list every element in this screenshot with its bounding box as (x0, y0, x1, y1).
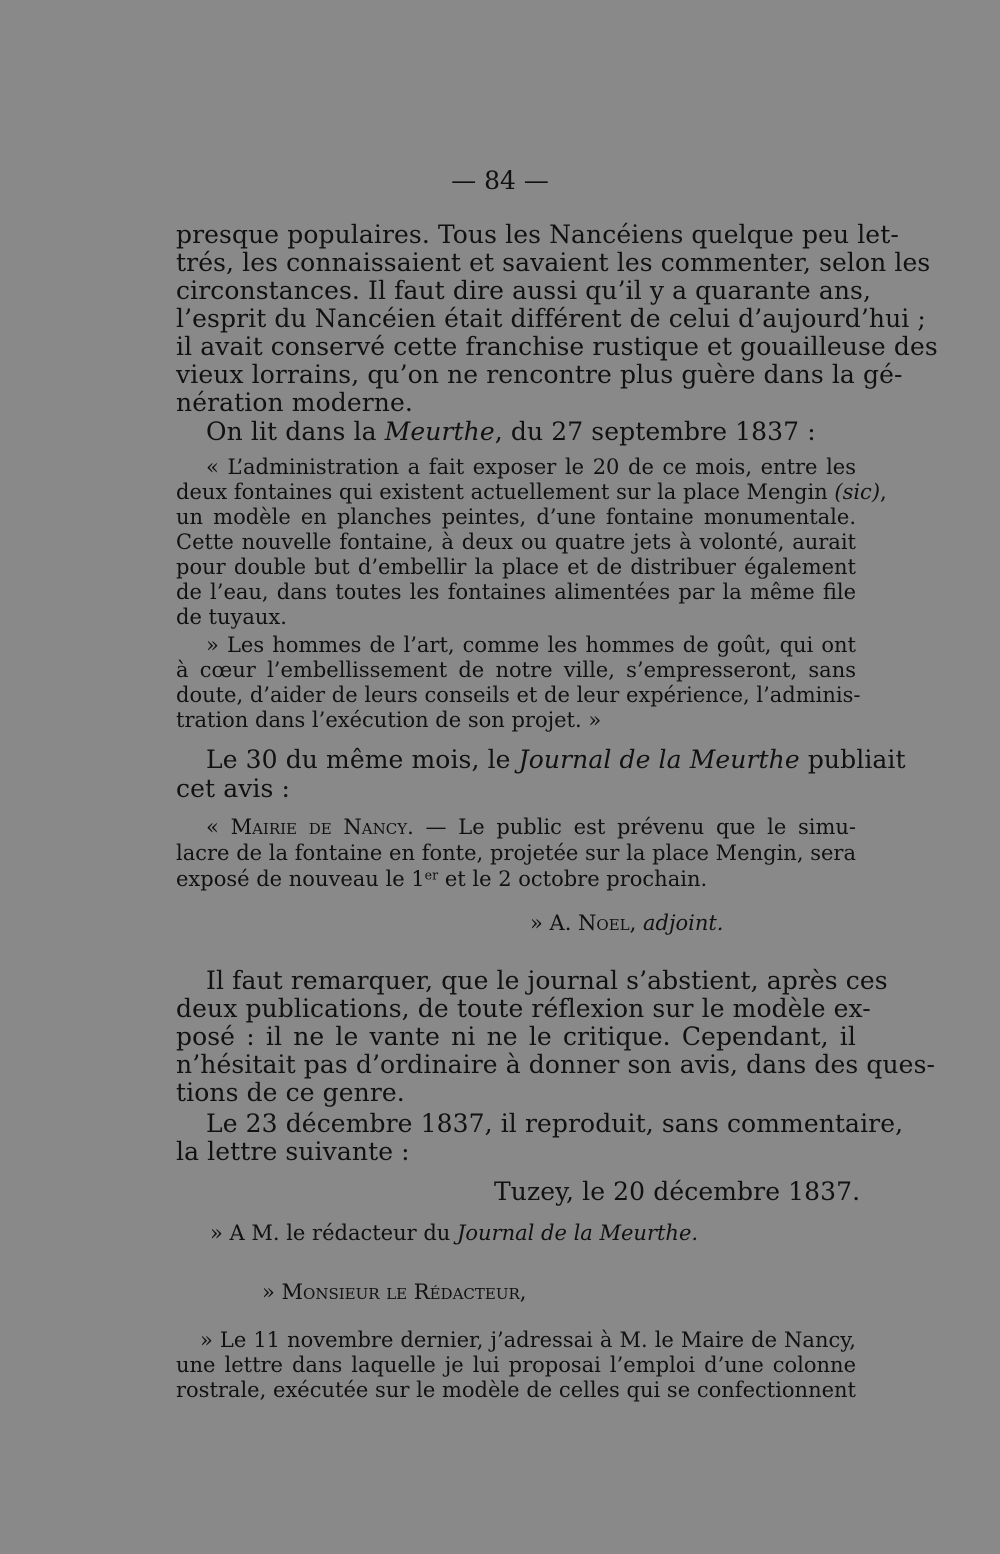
para4-line-2: deux publications, de toute réflexion sur le modèle ex- (176, 994, 871, 1023)
letter-address: » A M. le rédacteur du Journal de la Meurthe. (210, 1221, 699, 1245)
quote1-line-8: » Les hommes de l’art, comme les hommes de goût, qui ont (206, 633, 856, 657)
quote1-line-4: Cette nouvelle fontaine, à deux ou quatre jets à volonté, aurait (176, 530, 856, 554)
letter-line-3: rostrale, exécutée sur le modèle de celles qui se confectionnent (176, 1378, 856, 1402)
para1-line-4: l’esprit du Nancéien était différent de celui d’aujourd’hui ; (176, 304, 926, 333)
para4-line-4: n’hésitait pas d’ordinaire à donner son avis, dans des ques- (176, 1050, 936, 1079)
quote2-line-3: exposé de nouveau le 1er et le 2 octobre prochain. (176, 867, 708, 891)
letter-salutation: » Monsieur le Rédacteur, (262, 1280, 527, 1304)
para2-line: On lit dans la Meurthe, du 27 septembre 1837 : (206, 417, 816, 446)
para1-line-3: circonstances. Il faut dire aussi qu’il y a quarante ans, (176, 276, 872, 305)
para3-line-1: Le 30 du même mois, le Journal de la Meurthe publiait (206, 745, 906, 774)
para4-line-1: Il faut remarquer, que le journal s’abstient, après ces (206, 966, 888, 995)
quote1-line-7: de tuyaux. (176, 605, 287, 629)
signature: » A. Noel, adjoint. (530, 911, 724, 935)
quote1-line-9: à cœur l’embellissement de notre ville, s’empresseront, sans (176, 658, 856, 682)
page-number: — 84 — (451, 166, 549, 195)
para3-line-2: cet avis : (176, 774, 291, 803)
quote1-line-10: doute, d’aider de leurs conseils et de leur expérience, l’adminis- (176, 683, 861, 707)
quote1-line-6: de l’eau, dans toutes les fontaines alimentées par la même file (176, 580, 856, 604)
para4-line-3: posé : il ne le vante ni ne le critique. Cependant, il (176, 1022, 856, 1051)
quote2-line-1: « Mairie de Nancy. — Le public est prévenu que le simu- (206, 815, 856, 839)
quote1-line-3: un modèle en planches peintes, d’une fontaine monumentale. (176, 505, 856, 529)
para1-line-5: il avait conservé cette franchise rustique et gouailleuse des (176, 332, 938, 361)
para1-line-2: trés, les connaissaient et savaient les commenter, selon les (176, 248, 931, 277)
para1-line-7: nération moderne. (176, 388, 413, 417)
para4-line-6: Le 23 décembre 1837, il reproduit, sans commentaire, (206, 1109, 904, 1138)
para1-line-6: vieux lorrains, qu’on ne rencontre plus guère dans la gé- (176, 360, 903, 389)
para1-line-1: presque populaires. Tous les Nancéiens quelque peu let- (176, 220, 899, 249)
para4-line-7: la lettre suivante : (176, 1137, 410, 1166)
quote1-line-5: pour double but d’embellir la place et de distribuer également (176, 555, 856, 579)
quote1-line-1: « L’administration a fait exposer le 20 de ce mois, entre les (206, 455, 856, 479)
letter-dateline: Tuzey, le 20 décembre 1837. (494, 1177, 861, 1206)
letter-line-2: une lettre dans laquelle je lui proposai l’emploi d’une colonne (176, 1353, 856, 1377)
quote1-line-11: tration dans l’exécution de son projet. » (176, 708, 602, 732)
letter-line-1: » Le 11 novembre dernier, j’adressai à M. le Maire de Nancy, (200, 1328, 856, 1352)
quote1-line-2: deux fontaines qui existent actuellement sur la place Mengin (sic), (176, 480, 887, 504)
para4-line-5: tions de ce genre. (176, 1078, 405, 1107)
quote2-line-2: lacre de la fontaine en fonte, projetée sur la place Mengin, sera (176, 841, 856, 865)
